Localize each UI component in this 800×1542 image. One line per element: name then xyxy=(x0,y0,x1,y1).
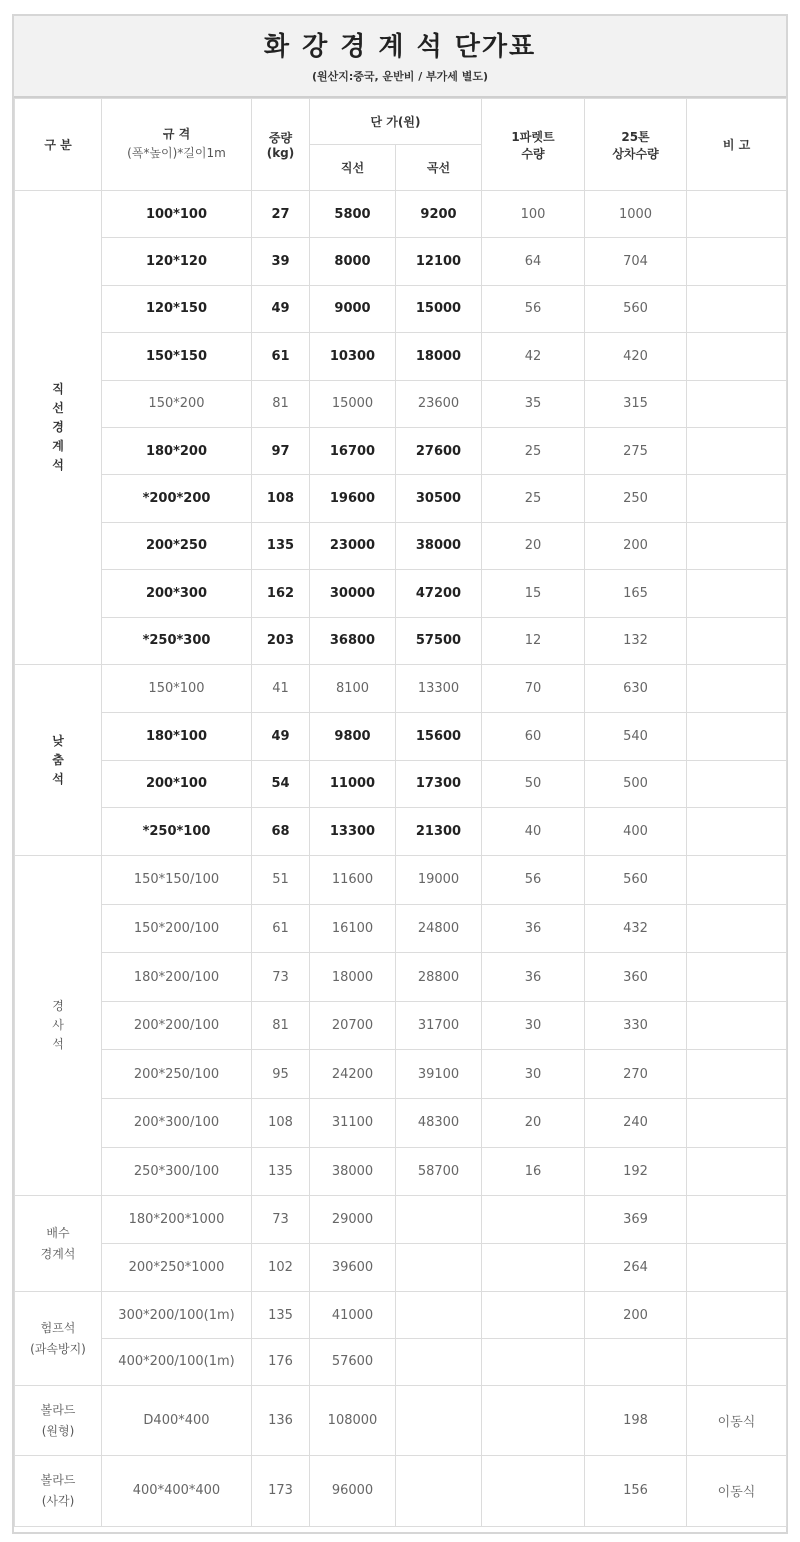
spec-cell: 200*200/100 xyxy=(102,1001,252,1050)
note-cell xyxy=(687,285,787,332)
note-cell xyxy=(687,1050,787,1099)
note-cell xyxy=(687,617,787,664)
curve-price-cell: 19000 xyxy=(396,856,482,905)
table-row xyxy=(15,570,787,617)
header-category: 구 분 xyxy=(15,99,102,191)
spec-cell: 200*250/100 xyxy=(102,1050,252,1099)
straight-price-cell: 30000 xyxy=(310,570,396,617)
truck-qty-cell: 560 xyxy=(585,285,687,332)
truck-qty-cell: 200 xyxy=(585,1292,687,1339)
truck-qty-cell: 500 xyxy=(585,760,687,808)
table-row xyxy=(15,285,787,332)
page-subtitle: (원산지:중국, 운반비 / 부가세 별도) xyxy=(311,70,489,83)
pallet-qty-cell: 30 xyxy=(482,1001,585,1050)
curve-price-cell: 9200 xyxy=(396,191,482,238)
weight-cell: 136 xyxy=(252,1385,310,1455)
pallet-qty-cell: 35 xyxy=(482,380,585,427)
spec-cell: 150*150 xyxy=(102,333,252,380)
table-row xyxy=(15,1244,787,1292)
table-row xyxy=(15,1339,787,1386)
spec-cell: 200*100 xyxy=(102,760,252,808)
pallet-qty-cell: 30 xyxy=(482,1050,585,1099)
curve-price-cell: 27600 xyxy=(396,427,482,474)
category-label xyxy=(15,1400,101,1442)
table-row xyxy=(15,1196,787,1244)
pallet-qty-cell: 36 xyxy=(482,953,585,1002)
truck-qty-cell: 369 xyxy=(585,1196,687,1244)
straight-price-cell: 9800 xyxy=(310,712,396,760)
category-label-part: 경 xyxy=(52,999,64,1014)
straight-price-cell: 18000 xyxy=(310,953,396,1002)
pallet-qty-cell: 100 xyxy=(482,191,585,238)
weight-cell: 102 xyxy=(252,1244,310,1292)
truck-qty-cell: 264 xyxy=(585,1244,687,1292)
category-label xyxy=(15,1223,101,1265)
category-label-part: (과속방지) xyxy=(30,1341,86,1356)
spec-cell: 180*100 xyxy=(102,712,252,760)
category-cell xyxy=(15,1385,102,1455)
truck-qty-cell: 198 xyxy=(585,1385,687,1455)
curve-price-cell xyxy=(396,1292,482,1339)
table-row xyxy=(15,1292,787,1339)
pallet-qty-cell: 70 xyxy=(482,664,585,712)
pallet-qty-cell: 60 xyxy=(482,712,585,760)
category-label-part: 배수 xyxy=(46,1225,70,1240)
header-pallet-line2: 수량 xyxy=(521,146,545,161)
straight-price-cell: 38000 xyxy=(310,1147,396,1196)
category-label xyxy=(15,997,101,1054)
curve-price-cell: 15000 xyxy=(396,285,482,332)
note-cell xyxy=(687,712,787,760)
note-cell xyxy=(687,333,787,380)
straight-price-cell: 20700 xyxy=(310,1001,396,1050)
category-label xyxy=(15,1470,101,1512)
weight-cell: 135 xyxy=(252,1147,310,1196)
pallet-qty-cell xyxy=(482,1456,585,1526)
category-label-part: 볼라드 xyxy=(40,1472,76,1487)
curve-price-cell: 28800 xyxy=(396,953,482,1002)
category-label-part: 석 xyxy=(52,1037,64,1052)
straight-price-cell: 8000 xyxy=(310,238,396,285)
straight-price-cell: 31100 xyxy=(310,1099,396,1148)
pallet-qty-cell: 15 xyxy=(482,570,585,617)
weight-cell: 97 xyxy=(252,427,310,474)
pallet-qty-cell: 56 xyxy=(482,856,585,905)
straight-price-cell: 11600 xyxy=(310,856,396,905)
note-cell xyxy=(687,191,787,238)
straight-price-cell: 16100 xyxy=(310,904,396,953)
curve-price-cell: 58700 xyxy=(396,1147,482,1196)
curve-price-cell xyxy=(396,1244,482,1292)
spec-cell: *200*200 xyxy=(102,475,252,522)
curve-price-cell: 18000 xyxy=(396,333,482,380)
pallet-qty-cell: 20 xyxy=(482,1099,585,1148)
weight-cell: 135 xyxy=(252,1292,310,1339)
spec-cell: 200*250 xyxy=(102,522,252,569)
price-sheet xyxy=(12,14,788,1534)
category-label-part: (원형) xyxy=(41,1423,75,1438)
note-cell xyxy=(687,1196,787,1244)
truck-qty-cell: 192 xyxy=(585,1147,687,1196)
straight-price-cell: 15000 xyxy=(310,380,396,427)
straight-price-cell: 96000 xyxy=(310,1456,396,1526)
weight-cell: 73 xyxy=(252,1196,310,1244)
note-cell xyxy=(687,760,787,808)
note-cell xyxy=(687,1099,787,1148)
curve-price-cell: 23600 xyxy=(396,380,482,427)
weight-cell: 61 xyxy=(252,904,310,953)
weight-cell: 135 xyxy=(252,522,310,569)
category-cell xyxy=(15,856,102,1196)
straight-price-cell: 39600 xyxy=(310,1244,396,1292)
truck-qty-cell: 270 xyxy=(585,1050,687,1099)
spec-cell: 200*300 xyxy=(102,570,252,617)
straight-price-cell: 23000 xyxy=(310,522,396,569)
table-row xyxy=(15,1385,787,1455)
table-row xyxy=(15,1099,787,1148)
note-cell xyxy=(687,664,787,712)
straight-price-cell: 11000 xyxy=(310,760,396,808)
note-cell xyxy=(687,1292,787,1339)
page-title: 화 강 경 계 석 단가표 xyxy=(263,32,537,62)
truck-qty-cell: 240 xyxy=(585,1099,687,1148)
note-cell xyxy=(687,475,787,522)
price-table xyxy=(14,98,787,1527)
note-cell xyxy=(687,427,787,474)
category-label-part: 석 xyxy=(52,771,64,786)
pallet-qty-cell: 25 xyxy=(482,427,585,474)
table-row xyxy=(15,333,787,380)
pallet-qty-cell xyxy=(482,1244,585,1292)
header-straight: 직선 xyxy=(310,145,396,191)
truck-qty-cell: 132 xyxy=(585,617,687,664)
spec-cell: 150*100 xyxy=(102,664,252,712)
weight-cell: 81 xyxy=(252,1001,310,1050)
straight-price-cell: 36800 xyxy=(310,617,396,664)
note-cell xyxy=(687,1001,787,1050)
category-label-part: (사각) xyxy=(41,1493,75,1508)
straight-price-cell: 8100 xyxy=(310,664,396,712)
curve-price-cell: 30500 xyxy=(396,475,482,522)
pallet-qty-cell: 40 xyxy=(482,808,585,856)
spec-cell: 180*200 xyxy=(102,427,252,474)
category-label-part: 석 xyxy=(52,457,64,472)
table-row xyxy=(15,522,787,569)
weight-cell: 61 xyxy=(252,333,310,380)
weight-cell: 51 xyxy=(252,856,310,905)
table-row xyxy=(15,238,787,285)
category-cell xyxy=(15,1196,102,1292)
spec-cell: 250*300/100 xyxy=(102,1147,252,1196)
straight-price-cell: 9000 xyxy=(310,285,396,332)
header-price: 단 가(원) xyxy=(310,99,482,145)
straight-price-cell: 16700 xyxy=(310,427,396,474)
note-cell xyxy=(687,808,787,856)
straight-price-cell: 29000 xyxy=(310,1196,396,1244)
spec-cell: *250*300 xyxy=(102,617,252,664)
note-cell xyxy=(687,1244,787,1292)
table-row xyxy=(15,664,787,712)
spec-cell: 400*400*400 xyxy=(102,1456,252,1526)
spec-cell: 300*200/100(1m) xyxy=(102,1292,252,1339)
category-label-part: 험프석 xyxy=(40,1320,76,1335)
curve-price-cell: 21300 xyxy=(396,808,482,856)
note-cell xyxy=(687,522,787,569)
curve-price-cell: 17300 xyxy=(396,760,482,808)
note-cell xyxy=(687,953,787,1002)
weight-cell: 27 xyxy=(252,191,310,238)
category-cell xyxy=(15,1292,102,1386)
truck-qty-cell: 275 xyxy=(585,427,687,474)
weight-cell: 49 xyxy=(252,285,310,332)
header-truck xyxy=(585,99,687,191)
note-cell xyxy=(687,570,787,617)
category-cell xyxy=(15,1456,102,1526)
curve-price-cell xyxy=(396,1196,482,1244)
note-cell xyxy=(687,1147,787,1196)
straight-price-cell: 19600 xyxy=(310,475,396,522)
category-label-part: 춤 xyxy=(52,752,64,767)
truck-qty-cell: 330 xyxy=(585,1001,687,1050)
curve-price-cell xyxy=(396,1456,482,1526)
truck-qty-cell: 540 xyxy=(585,712,687,760)
table-row xyxy=(15,1050,787,1099)
header-weight-unit: (kg) xyxy=(266,146,295,160)
note-cell xyxy=(687,1339,787,1386)
category-label-part: 직 xyxy=(52,381,64,396)
curve-price-cell: 13300 xyxy=(396,664,482,712)
curve-price-cell: 15600 xyxy=(396,712,482,760)
note-cell xyxy=(687,856,787,905)
straight-price-cell: 13300 xyxy=(310,808,396,856)
note-cell xyxy=(687,904,787,953)
weight-cell: 108 xyxy=(252,475,310,522)
category-label xyxy=(15,1318,101,1360)
table-body xyxy=(15,191,787,1527)
weight-cell: 95 xyxy=(252,1050,310,1099)
weight-cell: 49 xyxy=(252,712,310,760)
note-cell: 이동식 xyxy=(687,1385,787,1455)
weight-cell: 73 xyxy=(252,953,310,1002)
table-row xyxy=(15,617,787,664)
pallet-qty-cell: 20 xyxy=(482,522,585,569)
header-weight xyxy=(252,99,310,191)
spec-cell: 200*250*1000 xyxy=(102,1244,252,1292)
truck-qty-cell: 420 xyxy=(585,333,687,380)
weight-cell: 162 xyxy=(252,570,310,617)
pallet-qty-cell: 64 xyxy=(482,238,585,285)
truck-qty-cell: 315 xyxy=(585,380,687,427)
header-pallet xyxy=(482,99,585,191)
table-row xyxy=(15,904,787,953)
header-pallet-line1: 1파렛트 xyxy=(511,129,555,144)
curve-price-cell: 48300 xyxy=(396,1099,482,1148)
category-label-part: 볼라드 xyxy=(40,1402,76,1417)
table-row xyxy=(15,760,787,808)
truck-qty-cell: 432 xyxy=(585,904,687,953)
table-row xyxy=(15,380,787,427)
header-spec-sub: (폭*높이)*길이1m xyxy=(127,146,226,160)
spec-cell: 150*150/100 xyxy=(102,856,252,905)
category-label-part: 선 xyxy=(52,400,64,415)
header-truck-line1: 25톤 xyxy=(621,129,650,144)
weight-cell: 203 xyxy=(252,617,310,664)
straight-price-cell: 108000 xyxy=(310,1385,396,1455)
pallet-qty-cell: 42 xyxy=(482,333,585,380)
spec-cell: *250*100 xyxy=(102,808,252,856)
spec-cell: 150*200/100 xyxy=(102,904,252,953)
curve-price-cell: 31700 xyxy=(396,1001,482,1050)
header-note: 비 고 xyxy=(687,99,787,191)
spec-cell: 200*300/100 xyxy=(102,1099,252,1148)
curve-price-cell: 12100 xyxy=(396,238,482,285)
note-cell xyxy=(687,380,787,427)
weight-cell: 54 xyxy=(252,760,310,808)
pallet-qty-cell: 36 xyxy=(482,904,585,953)
straight-price-cell: 24200 xyxy=(310,1050,396,1099)
curve-price-cell: 24800 xyxy=(396,904,482,953)
note-cell xyxy=(687,238,787,285)
header-weight-label: 중량 xyxy=(268,131,293,145)
truck-qty-cell: 360 xyxy=(585,953,687,1002)
weight-cell: 176 xyxy=(252,1339,310,1386)
pallet-qty-cell xyxy=(482,1385,585,1455)
curve-price-cell: 57500 xyxy=(396,617,482,664)
pallet-qty-cell: 50 xyxy=(482,760,585,808)
header-spec xyxy=(102,99,252,191)
table-row xyxy=(15,191,787,238)
category-label-part: 사 xyxy=(52,1018,64,1033)
truck-qty-cell: 156 xyxy=(585,1456,687,1526)
category-label-part: 경계석 xyxy=(40,1246,76,1261)
truck-qty-cell: 250 xyxy=(585,475,687,522)
spec-cell: D400*400 xyxy=(102,1385,252,1455)
table-row xyxy=(15,1147,787,1196)
spec-cell: 120*150 xyxy=(102,285,252,332)
note-cell: 이동식 xyxy=(687,1456,787,1526)
category-label-part: 계 xyxy=(52,438,64,453)
curve-price-cell xyxy=(396,1385,482,1455)
curve-price-cell: 47200 xyxy=(396,570,482,617)
straight-price-cell: 10300 xyxy=(310,333,396,380)
category-label-part: 낮 xyxy=(52,733,64,748)
table-row xyxy=(15,1001,787,1050)
weight-cell: 173 xyxy=(252,1456,310,1526)
curve-price-cell: 39100 xyxy=(396,1050,482,1099)
table-row xyxy=(15,475,787,522)
table-header xyxy=(15,99,787,191)
curve-price-cell xyxy=(396,1339,482,1386)
truck-qty-cell: 400 xyxy=(585,808,687,856)
weight-cell: 81 xyxy=(252,380,310,427)
pallet-qty-cell: 56 xyxy=(482,285,585,332)
truck-qty-cell: 630 xyxy=(585,664,687,712)
header-curve: 곡선 xyxy=(396,145,482,191)
pallet-qty-cell xyxy=(482,1339,585,1386)
spec-cell: 120*120 xyxy=(102,238,252,285)
category-label xyxy=(15,380,101,475)
category-cell xyxy=(15,664,102,855)
category-cell xyxy=(15,191,102,665)
header-spec-label: 규 격 xyxy=(162,127,191,141)
pallet-qty-cell: 25 xyxy=(482,475,585,522)
pallet-qty-cell: 12 xyxy=(482,617,585,664)
truck-qty-cell: 1000 xyxy=(585,191,687,238)
spec-cell: 150*200 xyxy=(102,380,252,427)
category-label xyxy=(15,732,101,789)
curve-price-cell: 38000 xyxy=(396,522,482,569)
pallet-qty-cell: 16 xyxy=(482,1147,585,1196)
spec-cell: 100*100 xyxy=(102,191,252,238)
straight-price-cell: 5800 xyxy=(310,191,396,238)
pallet-qty-cell xyxy=(482,1196,585,1244)
title-band xyxy=(14,16,786,98)
truck-qty-cell: 200 xyxy=(585,522,687,569)
straight-price-cell: 41000 xyxy=(310,1292,396,1339)
category-label-part: 경 xyxy=(52,419,64,434)
table-row xyxy=(15,712,787,760)
straight-price-cell: 57600 xyxy=(310,1339,396,1386)
table-row xyxy=(15,808,787,856)
weight-cell: 108 xyxy=(252,1099,310,1148)
spec-cell: 180*200/100 xyxy=(102,953,252,1002)
table-row xyxy=(15,427,787,474)
table-row xyxy=(15,1456,787,1526)
pallet-qty-cell xyxy=(482,1292,585,1339)
spec-cell: 400*200/100(1m) xyxy=(102,1339,252,1386)
weight-cell: 39 xyxy=(252,238,310,285)
truck-qty-cell: 165 xyxy=(585,570,687,617)
truck-qty-cell xyxy=(585,1339,687,1386)
weight-cell: 41 xyxy=(252,664,310,712)
header-truck-line2: 상차수량 xyxy=(612,146,659,161)
truck-qty-cell: 560 xyxy=(585,856,687,905)
table-row xyxy=(15,856,787,905)
table-row xyxy=(15,953,787,1002)
weight-cell: 68 xyxy=(252,808,310,856)
spec-cell: 180*200*1000 xyxy=(102,1196,252,1244)
truck-qty-cell: 704 xyxy=(585,238,687,285)
